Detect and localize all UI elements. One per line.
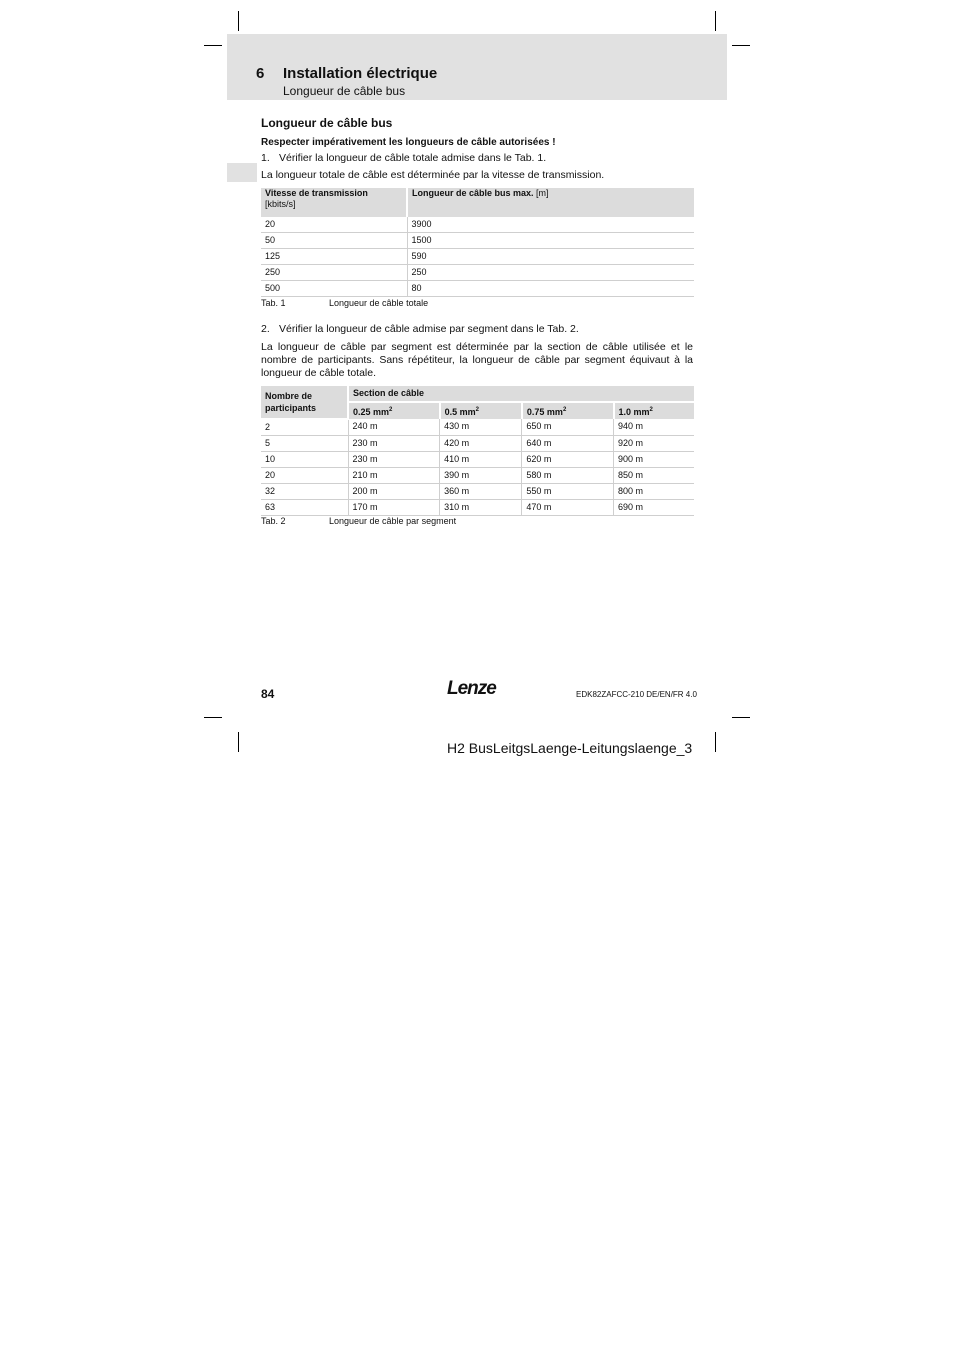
chapter-subtitle: Longueur de câble bus — [283, 84, 406, 98]
step-text: Vérifier la longueur de câble admise par segment dans le Tab. 2. — [279, 323, 579, 335]
page-number: 84 — [261, 687, 275, 701]
step-number: 1. — [261, 152, 270, 164]
section-title: Longueur de câble bus — [261, 116, 393, 130]
crop-mark — [715, 11, 716, 31]
table-row: 500 80 — [261, 281, 694, 297]
warning-text: Respecter impérativement les longueurs de câble autorisées ! — [261, 137, 556, 148]
crop-mark — [732, 717, 750, 718]
crop-mark — [238, 732, 239, 752]
table-row: 32 200 m 360 m 550 m 800 m — [261, 484, 694, 500]
crop-mark — [732, 45, 750, 46]
document-id: EDK82ZAFCC-210 DE/EN/FR 4.0 — [576, 690, 697, 699]
crop-mark — [204, 45, 222, 46]
table-header-cell: 1.0 $mm^2$ — [614, 402, 695, 419]
table-total-cable-length — [261, 188, 694, 297]
step-number: 2. — [261, 323, 270, 335]
paragraph-2: La longueur de câble par segment est déterminée par la section de câble utilisée et le nombre de participants. Sans répétiteur, la longueur de câble par segment équivaut à la longueur de câble totale. — [261, 341, 693, 379]
table-header-cell: Longueur de câble bus max. [m] — [407, 188, 694, 217]
table-header-cell: Nombre de participants — [261, 386, 348, 419]
table-header-cell: Section de câble — [348, 386, 694, 402]
table-segment-cable-length — [261, 386, 694, 516]
chapter-title: Installation électrique — [283, 65, 438, 82]
crop-mark — [204, 717, 222, 718]
table-row: 10 230 m 410 m 620 m 900 m — [261, 452, 694, 468]
table-header-cell: Vitesse de transmission [kbits/s] — [261, 188, 407, 217]
table-row: 63 170 m 310 m 470 m 690 m — [261, 500, 694, 516]
paragraph-1: La longueur totale de câble est déterminée par la vitesse de transmission. — [261, 169, 605, 181]
step-text: Vérifier la longueur de câble totale admise dans le Tab. 1. — [279, 152, 547, 164]
table-row: 20 3900 — [261, 217, 694, 233]
table-row: 20 210 m 390 m 580 m 850 m — [261, 468, 694, 484]
step-2 — [261, 323, 693, 336]
table-row: 250 250 — [261, 265, 694, 281]
table-header-cell: 0.75 $mm^2$ — [522, 402, 614, 419]
table-header-cell: 0.25 $mm^2$ — [348, 402, 440, 419]
table-row: 2 240 m 430 m 650 m 940 m — [261, 419, 694, 436]
chapter-number: 6 — [256, 65, 265, 82]
table-caption: Tab. 2 Longueur de câble par segment — [261, 516, 457, 526]
crop-mark — [238, 11, 239, 31]
step-1 — [261, 152, 693, 165]
table-row: 5 230 m 420 m 640 m 920 m — [261, 436, 694, 452]
crop-mark — [715, 732, 716, 752]
table-row: 50 1500 — [261, 233, 694, 249]
lenze-logo: Lenze — [447, 678, 496, 699]
table-header-cell: 0.5 $mm^2$ — [440, 402, 522, 419]
margin-marker — [227, 163, 257, 182]
table-caption: Tab. 1 Longueur de câble totale — [261, 298, 429, 308]
footer-code: H2 BusLeitgsLaenge-Leitungslaenge_3 — [447, 740, 693, 756]
table-row: 125 590 — [261, 249, 694, 265]
